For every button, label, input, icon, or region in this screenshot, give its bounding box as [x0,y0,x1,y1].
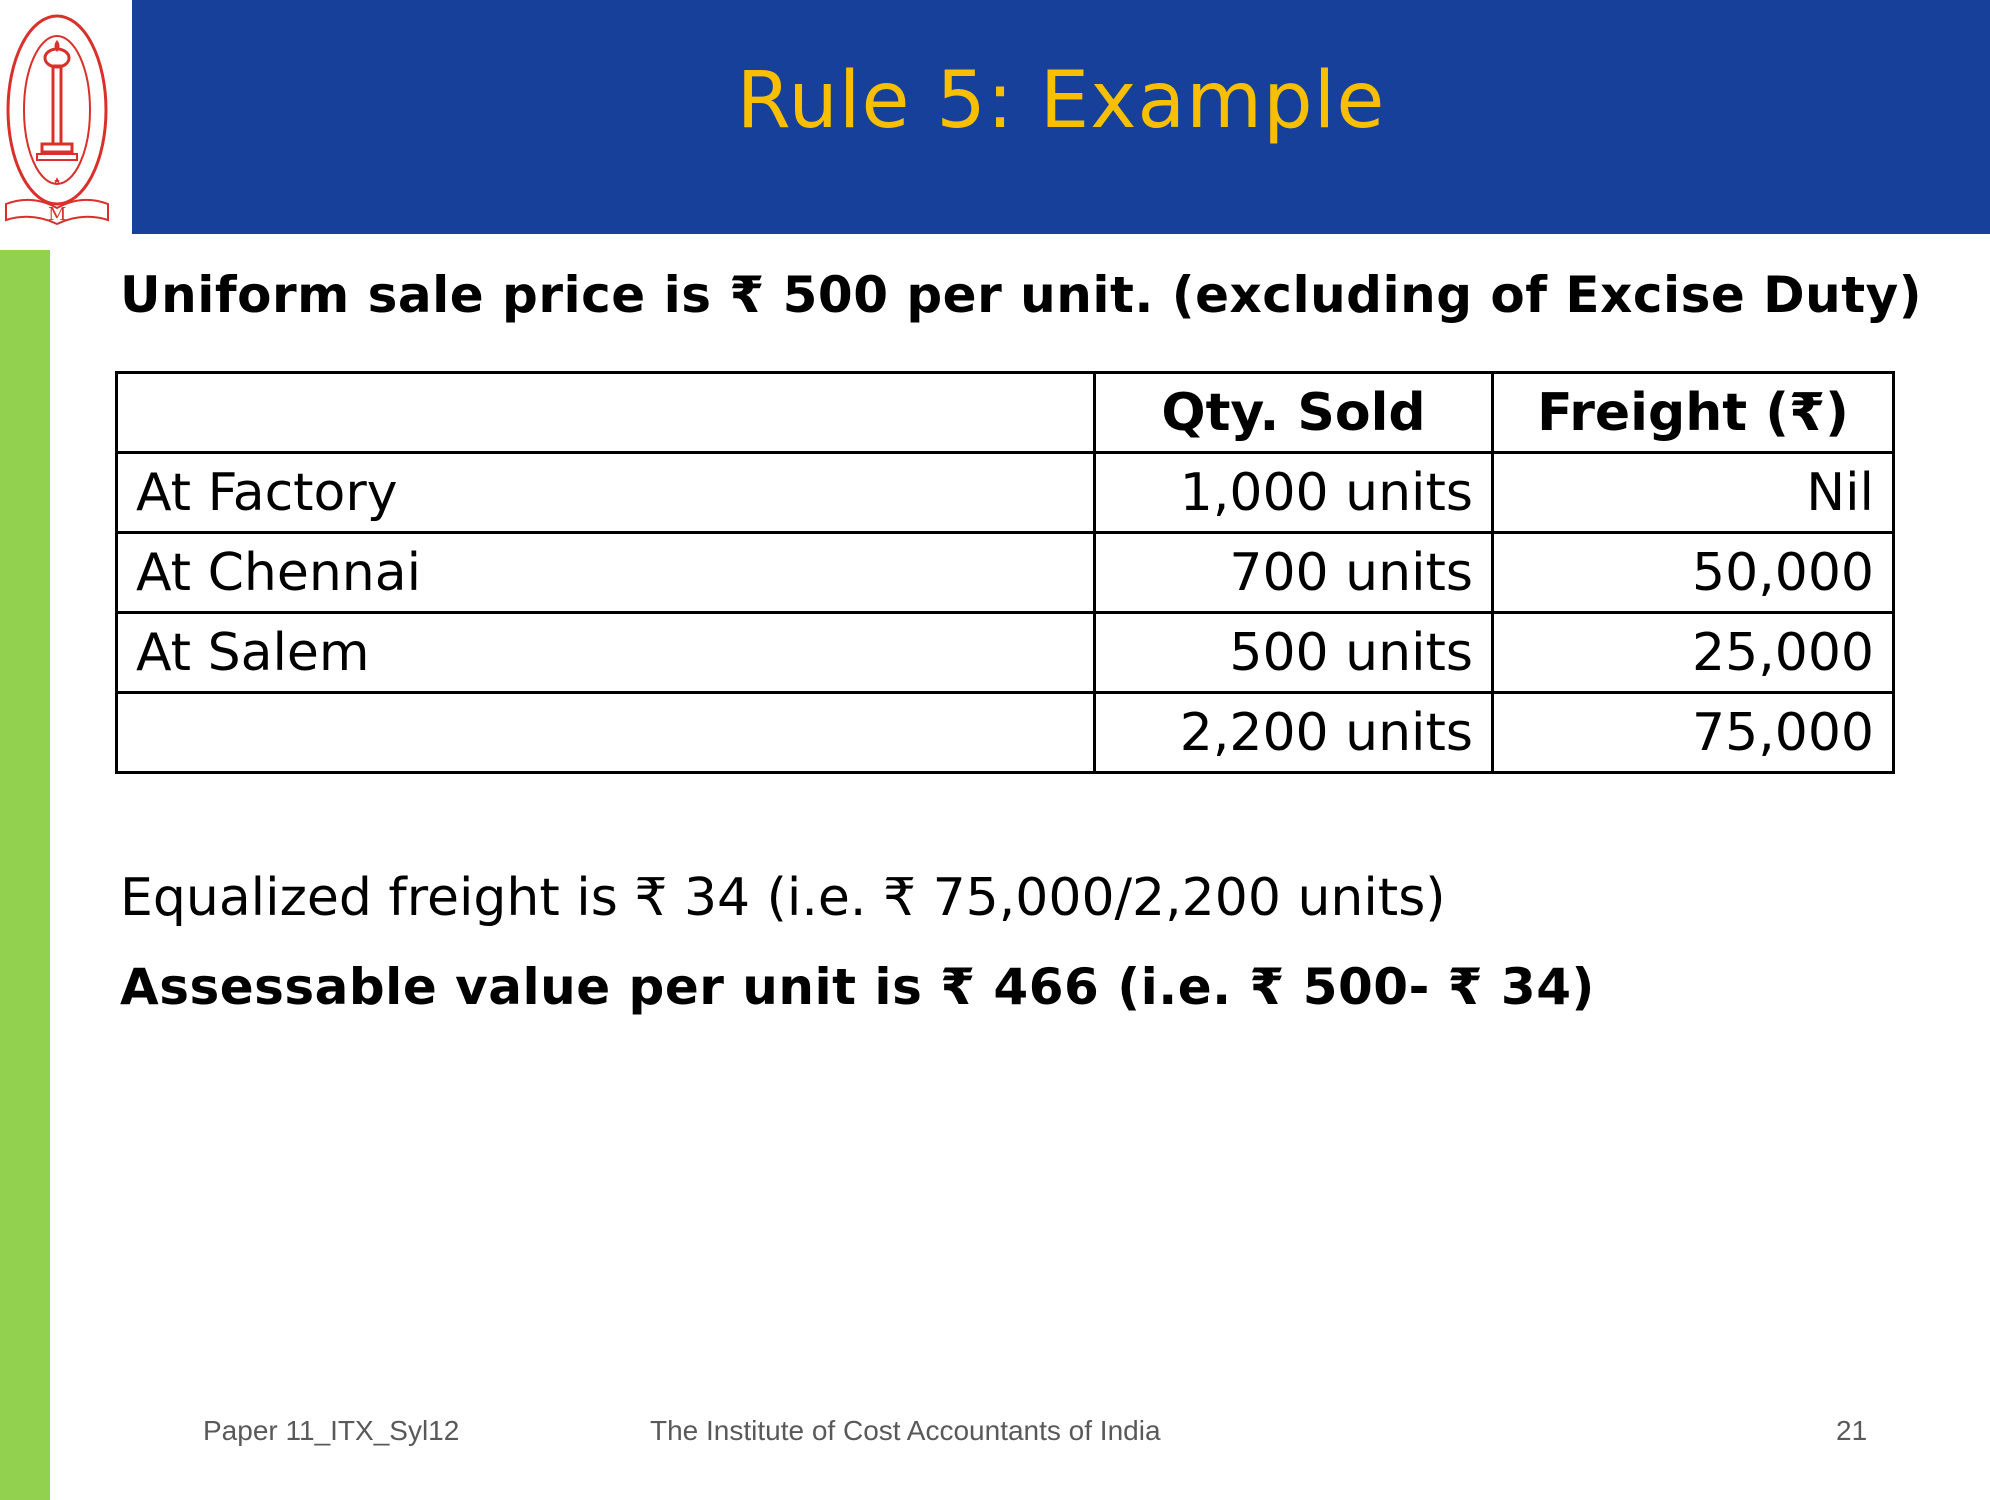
slide-title: Rule 5: Example [736,56,1386,146]
header-cell-location [117,373,1095,453]
location-cell: At Salem [117,613,1095,693]
table-total-row [117,693,1894,773]
intro-text: Uniform sale price is ₹ 500 per unit. (excluding of Excise Duty) [120,266,1923,324]
equalized-freight-text: Equalized freight is ₹ 34 (i.e. ₹ 75,000/2,200 units) [120,868,1446,928]
header-cell-freight: Freight (₹) [1493,373,1894,453]
qty-cell: 1,000 units [1095,453,1493,533]
freight-cell: Nil [1493,453,1894,533]
total-label-cell [117,693,1095,773]
side-accent-bar [0,250,50,1500]
qty-cell: 500 units [1095,613,1493,693]
footer-institute-name: The Institute of Cost Accountants of India [650,1415,1161,1446]
header-band [132,0,1990,234]
freight-cell: 50,000 [1493,533,1894,613]
table-row [117,453,1894,533]
table-header-row [117,373,1894,453]
freight-table [115,371,1895,774]
location-cell: At Factory [117,453,1095,533]
total-freight-cell: 75,000 [1493,693,1894,773]
footer-paper-code: Paper 11_ITX_Syl12 [203,1415,460,1446]
header-cell-qty-sold: Qty. Sold [1095,373,1493,453]
institute-logo-icon [2,8,118,232]
logo-area [0,0,132,234]
footer-page-number: 21 [1836,1415,1868,1446]
table-row [117,533,1894,613]
svg-text:M: M [48,204,67,225]
assessable-value-text: Assessable value per unit is ₹ 466 (i.e. ₹ 500- ₹ 34) [120,958,1595,1016]
qty-cell: 700 units [1095,533,1493,613]
total-qty-cell: 2,200 units [1095,693,1493,773]
freight-cell: 25,000 [1493,613,1894,693]
location-cell: At Chennai [117,533,1095,613]
table-row [117,613,1894,693]
